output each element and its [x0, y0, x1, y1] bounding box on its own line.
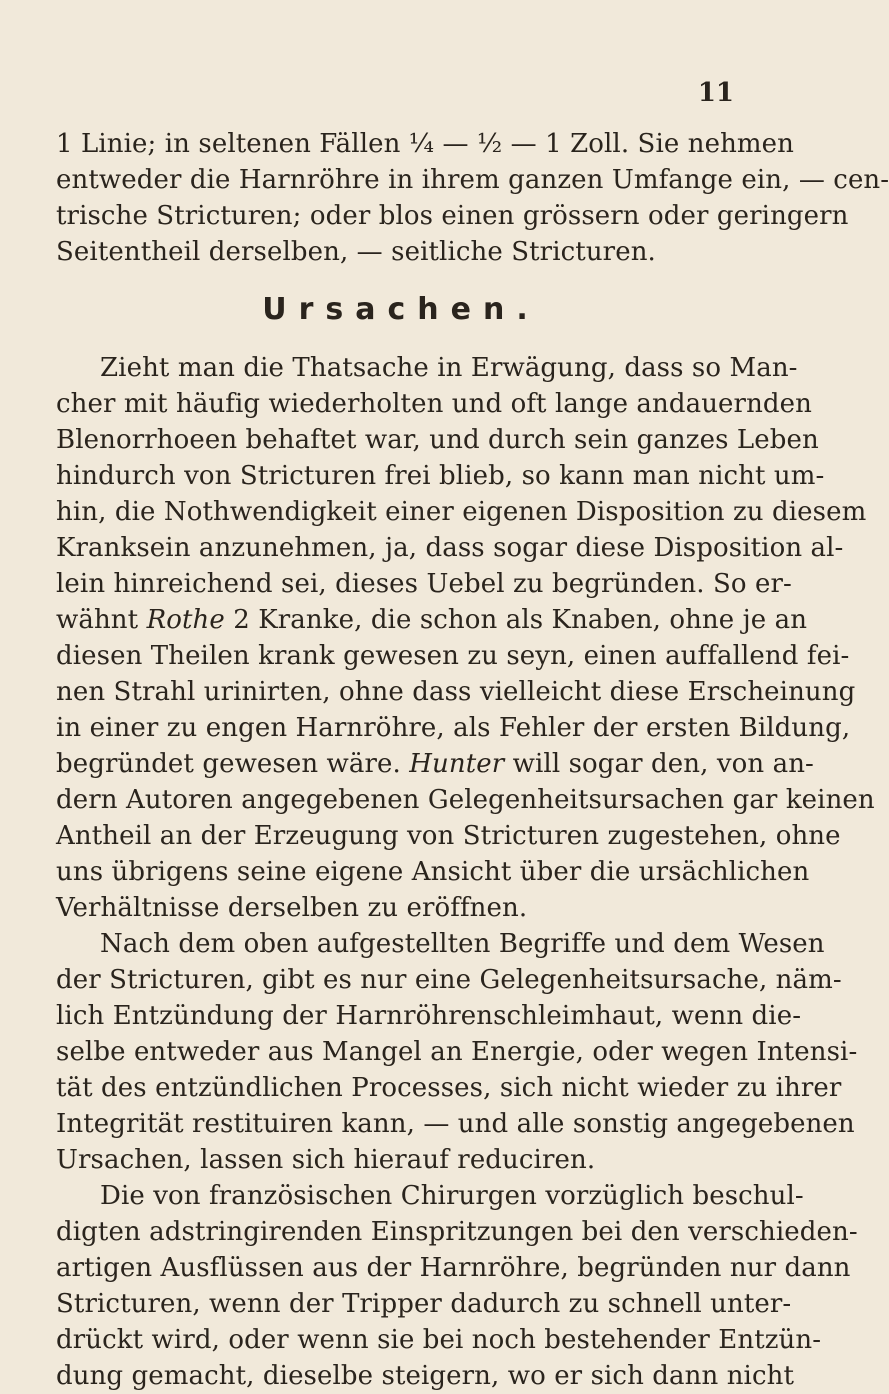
text-line: Ursachen, lassen sich hierauf reduciren.: [56, 1145, 596, 1175]
text-line: 1 Linie; in seltenen Fällen ¼ — ½ — 1 Zoll. Sie nehmen: [56, 129, 794, 159]
text-line: cher mit häufig wiederholten und oft lange andauernden: [56, 389, 812, 419]
text-line: hindurch von Stricturen frei blieb, so kann man nicht um-: [56, 461, 825, 491]
text-line: nen Strahl urinirten, ohne dass vielleicht diese Erscheinung: [56, 677, 856, 707]
text-line: Stricturen, wenn der Tripper dadurch zu schnell unter-: [56, 1289, 792, 1319]
text-line: dern Autoren angegebenen Gelegenheitsursachen gar keinen: [56, 785, 875, 815]
text-line: uns übrigens seine eigene Ansicht über die ursächlichen: [56, 857, 810, 887]
text-line: lein hinreichend sei, dieses Uebel zu begründen. So er-: [56, 569, 792, 599]
author-name: Rothe: [146, 605, 225, 635]
text-line: artigen Ausflüssen aus der Harnröhre, begründen nur dann: [56, 1253, 851, 1283]
text-line: Integrität restituiren kann, — und alle sonstig angegebenen: [56, 1109, 855, 1139]
text-line: Die von französischen Chirurgen vorzüglich beschul-: [100, 1181, 804, 1211]
page-number: 11: [697, 78, 734, 108]
text-line: Blenorrhoeen behaftet war, und durch sein ganzes Leben: [56, 425, 819, 455]
text-line: trische Stricturen; oder blos einen grössern oder geringern: [56, 201, 849, 231]
text-span: wähnt: [56, 605, 147, 635]
text-line: [56, 602, 808, 638]
text-span: begründet gewesen wäre.: [56, 749, 410, 779]
text-line: dung gemacht, dieselbe steigern, wo er sich dann nicht: [56, 1361, 795, 1391]
text-line: lich Entzündung der Harnröhrenschleimhaut, wenn die-: [56, 1001, 802, 1031]
text-line: hin, die Nothwendigkeit einer eigenen Disposition zu diesem: [56, 497, 867, 527]
text-line: selbe entweder aus Mangel an Energie, oder wegen Intensi-: [56, 1037, 858, 1067]
paragraph-3: [56, 926, 858, 1178]
text-line: Zieht man die Thatsache in Erwägung, dass so Man-: [100, 353, 798, 383]
text-span: 2 Kranke, die schon als Knaben, ohne je an: [224, 605, 808, 635]
text-line: Nach dem oben aufgestellten Begriffe und dem Wesen: [100, 929, 825, 959]
text-line: drückt wird, oder wenn sie bei noch bestehender Entzün-: [56, 1325, 822, 1355]
section-heading: Ursachen.: [262, 292, 540, 327]
text-line: Kranksein anzunehmen, ja, dass sogar diese Disposition al-: [56, 533, 844, 563]
text-line: in einer zu engen Harnröhre, als Fehler der ersten Bildung,: [56, 713, 851, 743]
text-span: will sogar den, von an-: [504, 749, 814, 779]
text-line: Seitentheil derselben, — seitliche Stricturen.: [56, 237, 656, 267]
text-line: tät des entzündlichen Processes, sich nicht wieder zu ihrer: [56, 1073, 842, 1103]
body-text: [56, 126, 889, 1394]
text-line: entweder die Harnröhre in ihrem ganzen Umfange ein, — cen-: [56, 165, 889, 195]
author-name: Hunter: [409, 749, 505, 779]
paragraph-4: [56, 1178, 858, 1394]
text-line: Verhältnisse derselben zu eröffnen.: [56, 893, 528, 923]
text-line: digten adstringirenden Einspritzungen bei den verschieden-: [56, 1217, 858, 1247]
paragraph-1: [56, 126, 889, 270]
text-line: [56, 746, 814, 782]
text-line: der Stricturen, gibt es nur eine Gelegenheitsursache, näm-: [56, 965, 842, 995]
paragraph-2: [56, 350, 875, 926]
text-line: Antheil an der Erzeugung von Stricturen zugestehen, ohne: [56, 821, 841, 851]
text-line: diesen Theilen krank gewesen zu seyn, einen auffallend fei-: [56, 641, 850, 671]
